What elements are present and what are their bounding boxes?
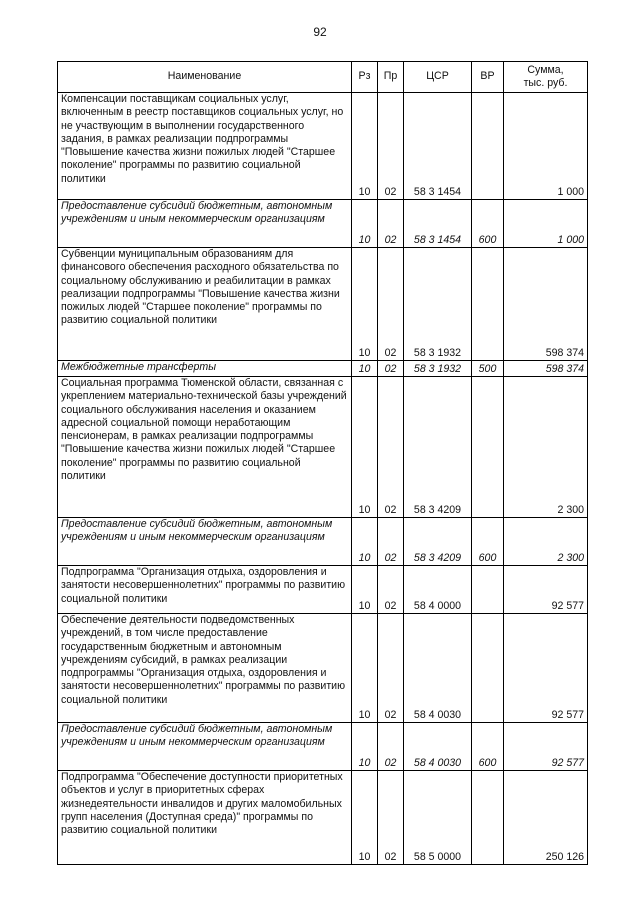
row-name: Предоставление субсидий бюджетным, автономным учреждениям и иным некоммерческим организациям bbox=[58, 518, 352, 566]
row-csr: 58 3 1454 bbox=[404, 93, 472, 200]
row-rz: 10 bbox=[352, 361, 378, 377]
row-rz: 10 bbox=[352, 723, 378, 771]
row-csr: 58 4 0030 bbox=[404, 614, 472, 723]
row-vr bbox=[472, 771, 504, 865]
row-vr: 500 bbox=[472, 361, 504, 377]
row-sum: 598 374 bbox=[504, 248, 588, 361]
row-name: Субвенции муниципальным образованиям для финансового обеспечения расходного обязательства по социальному обслуживанию и реабилитации в рамках реализации подпрограммы "Повышение качества жизни пожилых людей "Старшее поколение" программы по развитию социальной политики bbox=[58, 248, 352, 361]
table-row bbox=[58, 723, 588, 771]
row-vr bbox=[472, 614, 504, 723]
row-rz: 10 bbox=[352, 93, 378, 200]
row-name: Обеспечение деятельности подведомственных учреждений, в том числе предоставление государственным бюджетным и автономным учреждениям субсидий, в рамках реализации подпрограммы "Организация отдыха, оздоровления и занятости несовершеннолетних" программы по развитию социальной политики bbox=[58, 614, 352, 723]
row-name: Социальная программа Тюменской области, связанная с укреплением материально-технической базы учреждений социального обслуживания населения и оказанием адресной социальной помощи неработающим пенсионерам, в рамках реализации подпрограммы "Повышение качества жизни пожилых людей "Старшее поколение" программы по развитию социальной политики bbox=[58, 377, 352, 518]
header-sum bbox=[504, 62, 588, 93]
row-pr: 02 bbox=[378, 361, 404, 377]
row-csr: 58 3 4209 bbox=[404, 377, 472, 518]
row-pr: 02 bbox=[378, 93, 404, 200]
row-rz: 10 bbox=[352, 566, 378, 614]
row-name: Предоставление субсидий бюджетным, автономным учреждениям и иным некоммерческим организациям bbox=[58, 723, 352, 771]
row-csr: 58 4 0000 bbox=[404, 566, 472, 614]
row-sum: 92 577 bbox=[504, 723, 588, 771]
row-vr: 600 bbox=[472, 200, 504, 248]
row-name: Предоставление субсидий бюджетным, автономным учреждениям и иным некоммерческим организациям bbox=[58, 200, 352, 248]
header-name: Наименование bbox=[58, 62, 352, 93]
row-vr bbox=[472, 566, 504, 614]
row-csr: 58 4 0030 bbox=[404, 723, 472, 771]
header-vr: ВР bbox=[472, 62, 504, 93]
table-row bbox=[58, 377, 588, 518]
row-csr: 58 3 4209 bbox=[404, 518, 472, 566]
row-pr: 02 bbox=[378, 614, 404, 723]
header-sum-line1: Сумма, bbox=[527, 63, 564, 76]
row-name: Подпрограмма "Организация отдыха, оздоровления и занятости несовершеннолетних" программы по развитию социальной политики bbox=[58, 566, 352, 614]
row-pr: 02 bbox=[378, 771, 404, 865]
row-vr: 600 bbox=[472, 723, 504, 771]
row-sum: 92 577 bbox=[504, 566, 588, 614]
table-row bbox=[58, 518, 588, 566]
row-pr: 02 bbox=[378, 518, 404, 566]
table-row bbox=[58, 614, 588, 723]
row-rz: 10 bbox=[352, 377, 378, 518]
row-sum: 598 374 bbox=[504, 361, 588, 377]
row-rz: 10 bbox=[352, 200, 378, 248]
row-csr: 58 3 1932 bbox=[404, 248, 472, 361]
row-sum: 250 126 bbox=[504, 771, 588, 865]
row-name: Межбюджетные трансферты bbox=[58, 361, 352, 377]
row-csr: 58 3 1932 bbox=[404, 361, 472, 377]
row-pr: 02 bbox=[378, 566, 404, 614]
table-row bbox=[58, 248, 588, 361]
row-vr bbox=[472, 93, 504, 200]
row-vr: 600 bbox=[472, 518, 504, 566]
header-csr: ЦСР bbox=[404, 62, 472, 93]
row-rz: 10 bbox=[352, 248, 378, 361]
row-rz: 10 bbox=[352, 771, 378, 865]
row-vr bbox=[472, 248, 504, 361]
row-sum: 1 000 bbox=[504, 93, 588, 200]
header-sum-line2: тыс. руб. bbox=[523, 77, 568, 89]
budget-table bbox=[57, 61, 588, 865]
row-rz: 10 bbox=[352, 518, 378, 566]
row-sum: 92 577 bbox=[504, 614, 588, 723]
row-pr: 02 bbox=[378, 248, 404, 361]
row-sum: 1 000 bbox=[504, 200, 588, 248]
page-number: 92 bbox=[313, 25, 327, 39]
table-row bbox=[58, 200, 588, 248]
header-pr: Пр bbox=[378, 62, 404, 93]
table-row bbox=[58, 93, 588, 200]
row-pr: 02 bbox=[378, 200, 404, 248]
row-name: Компенсации поставщикам социальных услуг, включенным в реестр поставщиков социальных услуг, но не участвующим в выполнении государственного задания, в рамках реализации подпрограммы "Повышение качества жизни пожилых людей "Старшее поколение" программы по развитию социальной политики bbox=[58, 93, 352, 200]
row-name: Подпрограмма "Обеспечение доступности приоритетных объектов и услуг в приоритетных сферах жизнедеятельности инвалидов и других маломобильных групп населения (Доступная среда)" программы по развитию социальной политики bbox=[58, 771, 352, 865]
row-pr: 02 bbox=[378, 723, 404, 771]
header-rz: Рз bbox=[352, 62, 378, 93]
table-row bbox=[58, 566, 588, 614]
row-sum: 2 300 bbox=[504, 377, 588, 518]
row-csr: 58 5 0000 bbox=[404, 771, 472, 865]
table-header-row bbox=[58, 62, 588, 93]
row-csr: 58 3 1454 bbox=[404, 200, 472, 248]
row-rz: 10 bbox=[352, 614, 378, 723]
table-row bbox=[58, 771, 588, 865]
row-sum: 2 300 bbox=[504, 518, 588, 566]
row-pr: 02 bbox=[378, 377, 404, 518]
row-vr bbox=[472, 377, 504, 518]
table-row bbox=[58, 361, 588, 377]
